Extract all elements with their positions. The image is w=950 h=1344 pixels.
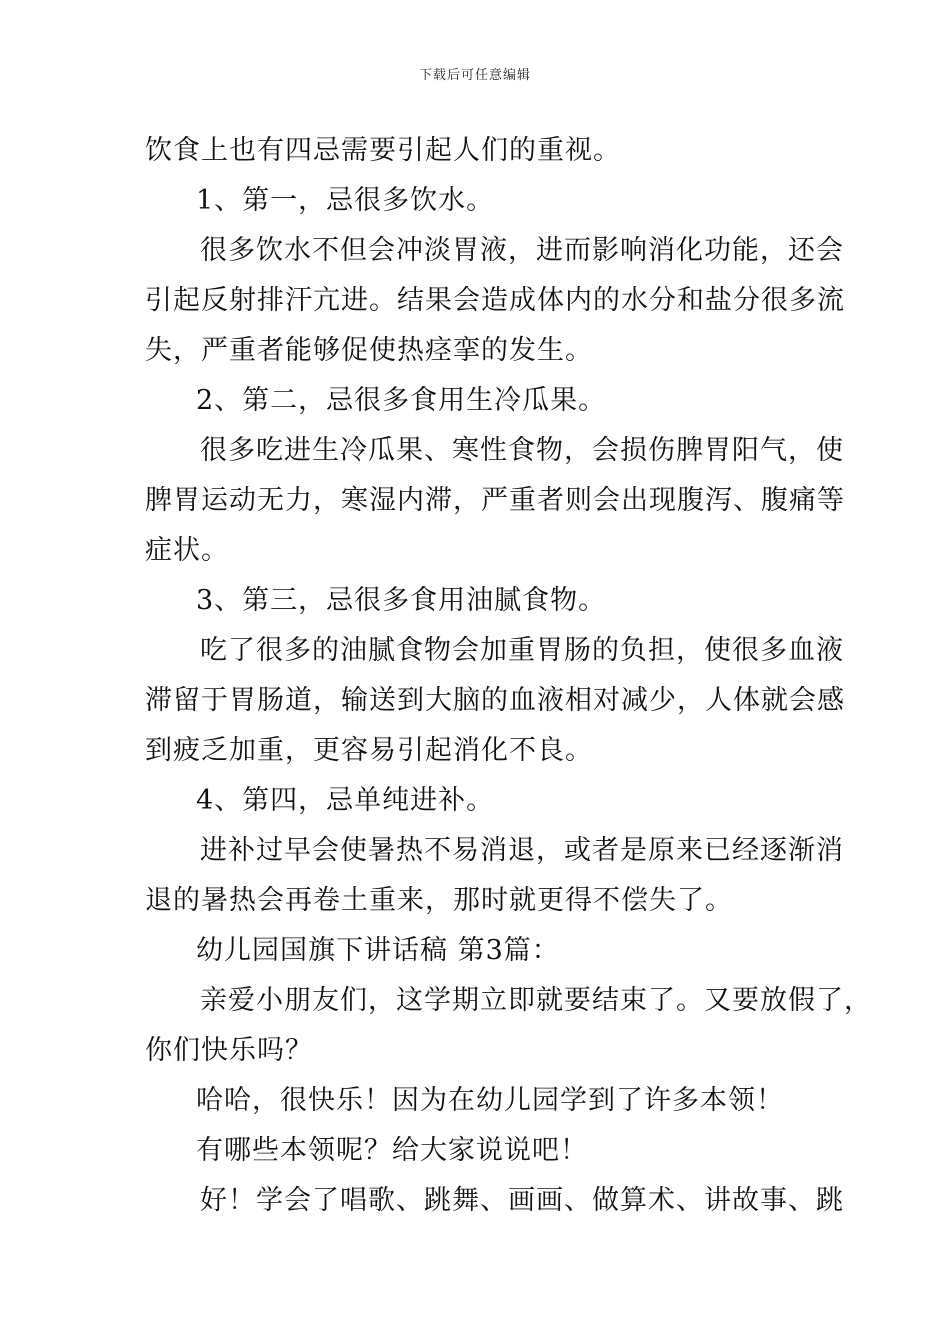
section-heading: 幼儿园国旗下讲话稿 第3篇： <box>196 935 560 966</box>
text-line-11: 吃了很多的油腻食物会加重胃肠的负担，使很多血液 <box>200 635 844 666</box>
text-line-15: 进补过早会使暑热不易消退，或者是原来已经逐渐消 <box>200 835 844 866</box>
text-line-19: 你们快乐吗？ <box>145 1035 313 1066</box>
text-line-5: 失，严重者能够促使热痉挛的发生。 <box>145 335 593 366</box>
text-line-22: 好！学会了唱歌、跳舞、画画、做算术、讲故事、跳 <box>200 1185 844 1216</box>
item-heading-3: 3、第三，忌很多食用油腻食物。 <box>196 585 607 616</box>
text-line-8: 脾胃运动无力，寒湿内滞，严重者则会出现腹泻、腹痛等 <box>145 485 845 516</box>
text-line-13: 到疲乏加重，更容易引起消化不良。 <box>145 735 593 766</box>
text-line-7: 很多吃进生冷瓜果、寒性食物，会损伤脾胃阳气，使 <box>200 435 844 466</box>
text-line-18: 亲爱小朋友们，这学期立即就要结束了。又要放假了， <box>200 985 872 1016</box>
text-line-20: 哈哈，很快乐！因为在幼儿园学到了许多本领！ <box>196 1085 784 1116</box>
text-line-16: 退的暑热会再卷土重来，那时就更得不偿失了。 <box>145 885 733 916</box>
text-line-12: 滞留于胃肠道，输送到大脑的血液相对减少，人体就会感 <box>145 685 845 716</box>
text-line-21: 有哪些本领呢？给大家说说吧！ <box>196 1135 588 1166</box>
text-line-3: 很多饮水不但会冲淡胃液，进而影响消化功能，还会 <box>200 235 844 266</box>
item-heading-2: 2、第二，忌很多食用生冷瓜果。 <box>196 385 607 416</box>
text-line-9: 症状。 <box>145 535 229 566</box>
page-header: 下载后可任意编辑 <box>418 68 531 83</box>
item-heading-1: 1、第一，忌很多饮水。 <box>196 185 495 216</box>
item-heading-4: 4、第四，忌单纯进补。 <box>196 785 495 816</box>
text-line-4: 引起反射排汗亢进。结果会造成体内的水分和盐分很多流 <box>145 285 845 316</box>
text-line-1: 饮食上也有四忌需要引起人们的重视。 <box>145 135 621 166</box>
